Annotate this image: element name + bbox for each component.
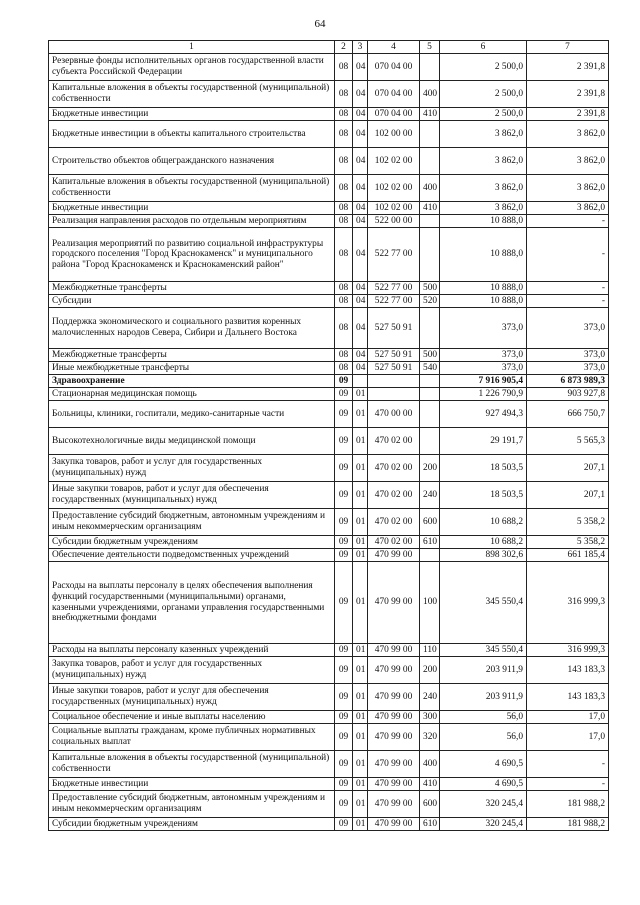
table-row <box>49 81 609 108</box>
table-row <box>49 388 609 401</box>
expense-type-cell <box>420 388 440 401</box>
subsection-code-cell: 01 <box>353 455 368 482</box>
planned-amount-cell: 373,0 <box>440 362 527 375</box>
expense-name-cell: Межбюджетные трансферты <box>49 282 335 295</box>
planned-amount-cell: 10 888,0 <box>440 295 527 308</box>
table-row <box>49 549 609 562</box>
subsection-code-cell: 01 <box>353 536 368 549</box>
section-code-cell: 09 <box>335 549 353 562</box>
actual-amount-cell: - <box>527 295 609 308</box>
planned-amount-cell: 10 688,2 <box>440 536 527 549</box>
expense-type-cell: 600 <box>420 509 440 536</box>
expense-name-cell: Социальное обеспечение и иные выплаты населению <box>49 711 335 724</box>
actual-amount-cell: 316 999,3 <box>527 562 609 644</box>
expense-type-cell <box>420 428 440 455</box>
section-code-cell: 09 <box>335 401 353 428</box>
table-row <box>49 724 609 751</box>
expense-type-cell: 500 <box>420 282 440 295</box>
expense-type-cell: 320 <box>420 724 440 751</box>
actual-amount-cell: 316 999,3 <box>527 644 609 657</box>
planned-amount-cell: 1 226 790,9 <box>440 388 527 401</box>
expense-type-cell: 400 <box>420 175 440 202</box>
target-article-cell: 470 99 00 <box>368 644 420 657</box>
section-code-cell: 08 <box>335 54 353 81</box>
target-article-cell: 470 99 00 <box>368 818 420 831</box>
section-code-cell: 09 <box>335 724 353 751</box>
section-code-cell: 09 <box>335 791 353 818</box>
column-header-7: 7 <box>527 41 609 54</box>
expense-type-cell: 410 <box>420 778 440 791</box>
subsection-code-cell: 01 <box>353 562 368 644</box>
planned-amount-cell: 320 245,4 <box>440 791 527 818</box>
expense-name-cell: Бюджетные инвестиции в объекты капитального строительства <box>49 121 335 148</box>
subsection-code-cell: 01 <box>353 751 368 778</box>
table-row <box>49 362 609 375</box>
section-code-cell: 09 <box>335 482 353 509</box>
target-article-cell: 470 02 00 <box>368 428 420 455</box>
subsection-code-cell: 04 <box>353 108 368 121</box>
planned-amount-cell: 29 191,7 <box>440 428 527 455</box>
expense-type-cell: 300 <box>420 711 440 724</box>
expense-type-cell <box>420 228 440 282</box>
actual-amount-cell: 181 988,2 <box>527 791 609 818</box>
section-code-cell: 09 <box>335 509 353 536</box>
section-code-cell: 09 <box>335 562 353 644</box>
table-row <box>49 455 609 482</box>
expense-type-cell: 520 <box>420 295 440 308</box>
target-article-cell: 070 04 00 <box>368 81 420 108</box>
section-code-cell: 09 <box>335 644 353 657</box>
section-code-cell: 08 <box>335 349 353 362</box>
expense-name-cell: Бюджетные инвестиции <box>49 778 335 791</box>
target-article-cell: 470 99 00 <box>368 684 420 711</box>
header-row <box>49 41 609 54</box>
table-row <box>49 482 609 509</box>
section-code-cell: 09 <box>335 711 353 724</box>
expense-type-cell: 200 <box>420 455 440 482</box>
subsection-code-cell: 04 <box>353 202 368 215</box>
expense-name-cell: Бюджетные инвестиции <box>49 108 335 121</box>
subsection-code-cell: 01 <box>353 401 368 428</box>
section-code-cell: 08 <box>335 202 353 215</box>
expense-name-cell: Закупка товаров, работ и услуг для государственных (муниципальных) нужд <box>49 455 335 482</box>
section-code-cell: 08 <box>335 175 353 202</box>
subsection-code-cell: 04 <box>353 282 368 295</box>
table-row <box>49 308 609 349</box>
subsection-code-cell: 01 <box>353 509 368 536</box>
planned-amount-cell: 2 500,0 <box>440 81 527 108</box>
planned-amount-cell: 10 688,2 <box>440 509 527 536</box>
table-row <box>49 644 609 657</box>
actual-amount-cell: 181 988,2 <box>527 818 609 831</box>
target-article-cell: 522 77 00 <box>368 295 420 308</box>
expense-name-cell: Расходы на выплаты персоналу в целях обеспечения выполнения функций государственными (муниципальными) органами, казенными учреждениями, органами управления государственными внебюджетными фондами <box>49 562 335 644</box>
target-article-cell: 527 50 91 <box>368 362 420 375</box>
actual-amount-cell: 666 750,7 <box>527 401 609 428</box>
actual-amount-cell: 373,0 <box>527 362 609 375</box>
target-article-cell: 470 99 00 <box>368 549 420 562</box>
table-row <box>49 202 609 215</box>
expense-name-cell: Поддержка экономического и социального развития коренных малочисленных народов Севера, Сибири и Дальнего Востока <box>49 308 335 349</box>
actual-amount-cell: 5 565,3 <box>527 428 609 455</box>
table-row <box>49 295 609 308</box>
subsection-code-cell: 01 <box>353 388 368 401</box>
target-article-cell: 470 02 00 <box>368 482 420 509</box>
expense-type-cell <box>420 375 440 388</box>
expense-name-cell: Здравоохранение <box>49 375 335 388</box>
target-article-cell: 522 77 00 <box>368 228 420 282</box>
actual-amount-cell: 3 862,0 <box>527 148 609 175</box>
subsection-code-cell: 04 <box>353 308 368 349</box>
expense-name-cell: Социальные выплаты гражданам, кроме публичных нормативных социальных выплат <box>49 724 335 751</box>
table-body <box>49 54 609 831</box>
actual-amount-cell: 6 873 989,3 <box>527 375 609 388</box>
planned-amount-cell: 10 888,0 <box>440 282 527 295</box>
actual-amount-cell: 5 358,2 <box>527 536 609 549</box>
target-article-cell: 470 02 00 <box>368 509 420 536</box>
planned-amount-cell: 373,0 <box>440 349 527 362</box>
subsection-code-cell: 01 <box>353 657 368 684</box>
table-row <box>49 228 609 282</box>
subsection-code-cell: 01 <box>353 724 368 751</box>
expense-name-cell: Обеспечение деятельности подведомственных учреждений <box>49 549 335 562</box>
target-article-cell: 470 99 00 <box>368 751 420 778</box>
target-article-cell: 470 99 00 <box>368 562 420 644</box>
subsection-code-cell: 04 <box>353 81 368 108</box>
target-article-cell: 470 99 00 <box>368 724 420 751</box>
planned-amount-cell: 4 690,5 <box>440 751 527 778</box>
section-code-cell: 09 <box>335 657 353 684</box>
target-article-cell: 070 04 00 <box>368 108 420 121</box>
subsection-code-cell: 01 <box>353 549 368 562</box>
expense-type-cell: 540 <box>420 362 440 375</box>
target-article-cell <box>368 388 420 401</box>
expense-type-cell: 400 <box>420 751 440 778</box>
expense-name-cell: Капитальные вложения в объекты государственной (муниципальной) собственности <box>49 81 335 108</box>
section-code-cell: 08 <box>335 228 353 282</box>
section-code-cell: 08 <box>335 121 353 148</box>
section-code-cell: 09 <box>335 751 353 778</box>
actual-amount-cell: 5 358,2 <box>527 509 609 536</box>
actual-amount-cell: 207,1 <box>527 482 609 509</box>
expense-name-cell: Закупка товаров, работ и услуг для государственных (муниципальных) нужд <box>49 657 335 684</box>
expense-name-cell: Предоставление субсидий бюджетным, автономным учреждениям и иным некоммерческим организациям <box>49 791 335 818</box>
section-code-cell: 08 <box>335 295 353 308</box>
expense-type-cell <box>420 54 440 81</box>
target-article-cell: 470 99 00 <box>368 791 420 818</box>
subsection-code-cell: 04 <box>353 362 368 375</box>
subsection-code-cell <box>353 375 368 388</box>
actual-amount-cell: 373,0 <box>527 349 609 362</box>
planned-amount-cell: 203 911,9 <box>440 657 527 684</box>
column-header-2: 2 <box>335 41 353 54</box>
actual-amount-cell: - <box>527 282 609 295</box>
subsection-code-cell: 01 <box>353 684 368 711</box>
planned-amount-cell: 2 500,0 <box>440 108 527 121</box>
actual-amount-cell: - <box>527 778 609 791</box>
subsection-code-cell: 01 <box>353 644 368 657</box>
subsection-code-cell: 04 <box>353 148 368 175</box>
expense-type-cell: 100 <box>420 562 440 644</box>
expense-type-cell: 240 <box>420 684 440 711</box>
expense-type-cell <box>420 148 440 175</box>
planned-amount-cell: 3 862,0 <box>440 175 527 202</box>
expense-name-cell: Субсидии бюджетным учреждениям <box>49 536 335 549</box>
actual-amount-cell: 17,0 <box>527 711 609 724</box>
budget-table <box>48 40 609 831</box>
section-code-cell: 09 <box>335 684 353 711</box>
expense-name-cell: Капитальные вложения в объекты государственной (муниципальной) собственности <box>49 175 335 202</box>
actual-amount-cell: 3 862,0 <box>527 121 609 148</box>
expense-type-cell <box>420 121 440 148</box>
subsection-code-cell: 04 <box>353 121 368 148</box>
subsection-code-cell: 04 <box>353 349 368 362</box>
expense-name-cell: Субсидии бюджетным учреждениям <box>49 818 335 831</box>
section-code-cell: 09 <box>335 536 353 549</box>
section-code-cell: 08 <box>335 362 353 375</box>
expense-type-cell: 410 <box>420 108 440 121</box>
expense-type-cell: 110 <box>420 644 440 657</box>
table-row <box>49 215 609 228</box>
target-article-cell <box>368 375 420 388</box>
expense-name-cell: Реализация направления расходов по отдельным мероприятиям <box>49 215 335 228</box>
table-row <box>49 791 609 818</box>
table-row <box>49 54 609 81</box>
column-header-5: 5 <box>420 41 440 54</box>
expense-type-cell <box>420 401 440 428</box>
expense-type-cell: 240 <box>420 482 440 509</box>
subsection-code-cell: 01 <box>353 818 368 831</box>
planned-amount-cell: 7 916 905,4 <box>440 375 527 388</box>
subsection-code-cell: 04 <box>353 228 368 282</box>
expense-name-cell: Больницы, клиники, госпитали, медико-санитарные части <box>49 401 335 428</box>
table-row <box>49 349 609 362</box>
section-code-cell: 09 <box>335 428 353 455</box>
target-article-cell: 102 00 00 <box>368 121 420 148</box>
column-header-3: 3 <box>353 41 368 54</box>
section-code-cell: 09 <box>335 818 353 831</box>
planned-amount-cell: 345 550,4 <box>440 562 527 644</box>
subsection-code-cell: 04 <box>353 215 368 228</box>
expense-name-cell: Иные межбюджетные трансферты <box>49 362 335 375</box>
expense-name-cell: Строительство объектов общегражданского назначения <box>49 148 335 175</box>
subsection-code-cell: 04 <box>353 295 368 308</box>
table-row <box>49 121 609 148</box>
subsection-code-cell: 04 <box>353 54 368 81</box>
section-code-cell: 08 <box>335 308 353 349</box>
expense-name-cell: Капитальные вложения в объекты государственной (муниципальной) собственности <box>49 751 335 778</box>
expense-type-cell: 610 <box>420 818 440 831</box>
expense-type-cell: 200 <box>420 657 440 684</box>
subsection-code-cell: 01 <box>353 482 368 509</box>
subsection-code-cell: 01 <box>353 428 368 455</box>
planned-amount-cell: 345 550,4 <box>440 644 527 657</box>
target-article-cell: 470 00 00 <box>368 401 420 428</box>
actual-amount-cell: 3 862,0 <box>527 175 609 202</box>
expense-type-cell <box>420 215 440 228</box>
planned-amount-cell: 203 911,9 <box>440 684 527 711</box>
expense-name-cell: Иные закупки товаров, работ и услуг для обеспечения государственных (муниципальных) нужд <box>49 684 335 711</box>
expense-name-cell: Субсидии <box>49 295 335 308</box>
planned-amount-cell: 3 862,0 <box>440 202 527 215</box>
target-article-cell: 102 02 00 <box>368 175 420 202</box>
table-row <box>49 536 609 549</box>
section-code-cell: 09 <box>335 388 353 401</box>
actual-amount-cell: - <box>527 228 609 282</box>
expense-type-cell: 610 <box>420 536 440 549</box>
column-header-6: 6 <box>440 41 527 54</box>
actual-amount-cell: - <box>527 215 609 228</box>
section-code-cell: 09 <box>335 375 353 388</box>
target-article-cell: 102 02 00 <box>368 202 420 215</box>
table-row <box>49 375 609 388</box>
column-header-1: 1 <box>49 41 335 54</box>
planned-amount-cell: 320 245,4 <box>440 818 527 831</box>
expense-type-cell: 500 <box>420 349 440 362</box>
planned-amount-cell: 3 862,0 <box>440 148 527 175</box>
table-row <box>49 175 609 202</box>
table-row <box>49 428 609 455</box>
target-article-cell: 522 00 00 <box>368 215 420 228</box>
expense-name-cell: Резервные фонды исполнительных органов государственной власти субъекта Российской Федерации <box>49 54 335 81</box>
target-article-cell: 470 99 00 <box>368 778 420 791</box>
target-article-cell: 102 02 00 <box>368 148 420 175</box>
target-article-cell: 070 04 00 <box>368 54 420 81</box>
section-code-cell: 09 <box>335 455 353 482</box>
section-code-cell: 08 <box>335 148 353 175</box>
expense-name-cell: Стационарная медицинская помощь <box>49 388 335 401</box>
actual-amount-cell: 207,1 <box>527 455 609 482</box>
target-article-cell: 527 50 91 <box>368 308 420 349</box>
planned-amount-cell: 3 862,0 <box>440 121 527 148</box>
actual-amount-cell: 661 185,4 <box>527 549 609 562</box>
planned-amount-cell: 56,0 <box>440 711 527 724</box>
actual-amount-cell: 143 183,3 <box>527 684 609 711</box>
table-row <box>49 509 609 536</box>
actual-amount-cell: - <box>527 751 609 778</box>
actual-amount-cell: 903 927,8 <box>527 388 609 401</box>
section-code-cell: 08 <box>335 215 353 228</box>
target-article-cell: 527 50 91 <box>368 349 420 362</box>
column-header-4: 4 <box>368 41 420 54</box>
planned-amount-cell: 2 500,0 <box>440 54 527 81</box>
planned-amount-cell: 927 494,3 <box>440 401 527 428</box>
subsection-code-cell: 01 <box>353 791 368 818</box>
table-row <box>49 778 609 791</box>
expense-name-cell: Предоставление субсидий бюджетным, автономным учреждениям и иным некоммерческим организациям <box>49 509 335 536</box>
planned-amount-cell: 10 888,0 <box>440 215 527 228</box>
section-code-cell: 08 <box>335 81 353 108</box>
subsection-code-cell: 01 <box>353 711 368 724</box>
actual-amount-cell: 2 391,8 <box>527 54 609 81</box>
subsection-code-cell: 01 <box>353 778 368 791</box>
expense-name-cell: Бюджетные инвестиции <box>49 202 335 215</box>
actual-amount-cell: 2 391,8 <box>527 108 609 121</box>
planned-amount-cell: 18 503,5 <box>440 455 527 482</box>
expense-name-cell: Реализация мероприятий по развитию социальной инфраструктуры городского поселения "Город Краснокаменск" и муниципального района "Город Краснокаменск и Краснокаменский район" <box>49 228 335 282</box>
expense-name-cell: Расходы на выплаты персоналу казенных учреждений <box>49 644 335 657</box>
actual-amount-cell: 3 862,0 <box>527 202 609 215</box>
target-article-cell: 522 77 00 <box>368 282 420 295</box>
target-article-cell: 470 02 00 <box>368 455 420 482</box>
table-row <box>49 108 609 121</box>
actual-amount-cell: 2 391,8 <box>527 81 609 108</box>
page-number: 64 <box>314 18 326 30</box>
target-article-cell: 470 99 00 <box>368 657 420 684</box>
target-article-cell: 470 02 00 <box>368 536 420 549</box>
expense-type-cell <box>420 549 440 562</box>
expense-type-cell: 410 <box>420 202 440 215</box>
table-row <box>49 562 609 644</box>
planned-amount-cell: 10 888,0 <box>440 228 527 282</box>
table-row <box>49 282 609 295</box>
table-row <box>49 684 609 711</box>
planned-amount-cell: 4 690,5 <box>440 778 527 791</box>
section-code-cell: 08 <box>335 108 353 121</box>
planned-amount-cell: 18 503,5 <box>440 482 527 509</box>
expense-type-cell: 600 <box>420 791 440 818</box>
table-row <box>49 818 609 831</box>
subsection-code-cell: 04 <box>353 175 368 202</box>
planned-amount-cell: 373,0 <box>440 308 527 349</box>
actual-amount-cell: 17,0 <box>527 724 609 751</box>
planned-amount-cell: 56,0 <box>440 724 527 751</box>
expense-type-cell <box>420 308 440 349</box>
planned-amount-cell: 898 302,6 <box>440 549 527 562</box>
expense-name-cell: Межбюджетные трансферты <box>49 349 335 362</box>
table-row <box>49 657 609 684</box>
actual-amount-cell: 373,0 <box>527 308 609 349</box>
expense-name-cell: Высокотехнологичные виды медицинской помощи <box>49 428 335 455</box>
section-code-cell: 09 <box>335 778 353 791</box>
expense-name-cell: Иные закупки товаров, работ и услуг для обеспечения государственных (муниципальных) нужд <box>49 482 335 509</box>
target-article-cell: 470 99 00 <box>368 711 420 724</box>
table-row <box>49 148 609 175</box>
table-row <box>49 751 609 778</box>
table-row <box>49 401 609 428</box>
section-code-cell: 08 <box>335 282 353 295</box>
table-row <box>49 711 609 724</box>
expense-type-cell: 400 <box>420 81 440 108</box>
actual-amount-cell: 143 183,3 <box>527 657 609 684</box>
